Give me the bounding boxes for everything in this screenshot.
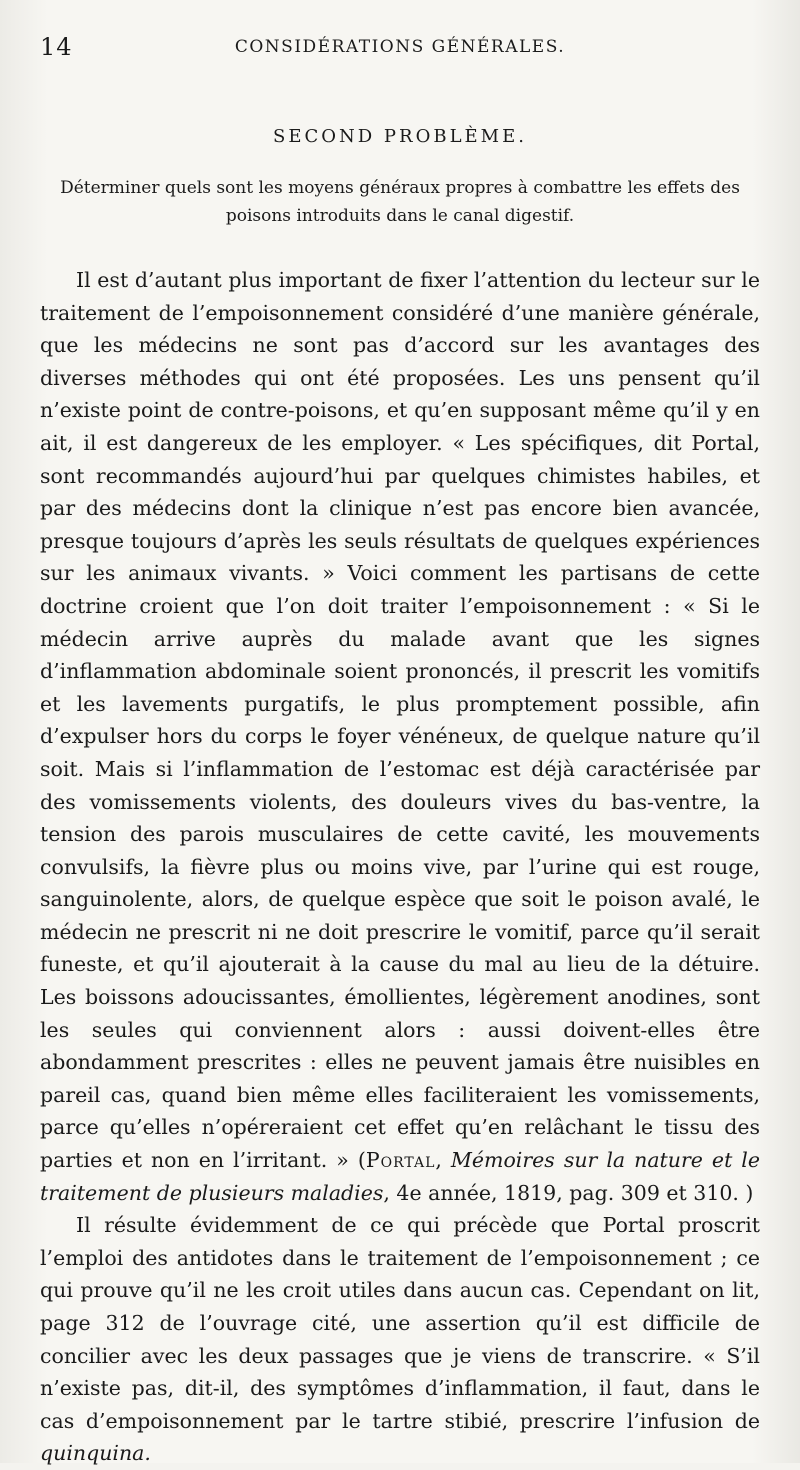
paragraph-2 [40, 1209, 760, 1470]
paragraph-2-emphasis: quinquina. [40, 1441, 151, 1466]
citation-title: Mémoires sur la nature et le traitement de plusieurs maladies [40, 1148, 760, 1205]
citation-details: , 4e année, 1819, pag. 309 et 310. ) [383, 1180, 754, 1205]
section-title: SECOND PROBLÈME. [273, 126, 527, 147]
running-head: CONSIDÉRATIONS GÉNÉRALES. [234, 37, 566, 57]
paragraph-1-text: Il est d’autant plus important de fixer l’attention du lecteur sur le traitement de l’empoisonnement considéré d’une manière générale, que les médecins ne sont pas d’accord sur les avantages des diverses méthodes qui ont été proposées. Les uns pensent qu’il n’existe point de contre-poisons, et qu’en supposant même qu’il y en ait, il est dangereux de les employer. « Les spécifiques, dit Portal, sont recommandés aujourd’hui par quelques chimistes habiles, et par des médecins dont la clinique n’est pas encore bien avancée, presque toujours d’après les seuls résultats de quelques expériences sur les animaux vivants. » Voici comment les partisans de cette doctrine croient que l’on doit traiter l’empoisonnement : « Si le médecin arrive auprès du malade avant que les signes d’inflammation abdominale soient prononcés, il prescrit les vomitifs et les lavements purgatifs, le plus promptement possible, afin d’expulser hors du corps le foyer vénéneux, de quelque nature qu’il soit. Mais si l’inflammation de l’estomac est déjà caractérisée par des vomissements violents, des douleurs vives du bas-ventre, la tension des parois musculaires de cette cavité, les mouvements convulsifs, la fièvre plus ou moins vive, par l’urine qui est rouge, sanguinolente, alors, de quelque espèce que soit le poison avalé, le médecin ne prescrit ni ne doit prescrire le vomitif, parce qu’il serait funeste, et qu’il ajouterait à la cause du mal au lieu de la détuire. Les boissons adoucissantes, émollientes, légèrement anodines, sont les seules qui conviennent alors : aussi doivent-elles être abondamment prescrites : elles ne peuvent jamais être nuisibles en pareil cas, quand bien même elles faciliteraient les vomissements, parce qu’elles n’opéreraient cet effet qu’en relâchant le tissu des parties et non en l’irritant. » ( [40, 268, 760, 1173]
page-number: 14 [40, 33, 73, 61]
body-text [40, 264, 760, 1470]
section-subtitle: Déterminer quels sont les moyens généraux propres à combattre les effets des poisons introduits dans le canal digestif. [60, 178, 740, 226]
paragraph-2-text: Il résulte évidemment de ce qui précède que Portal proscrit l’emploi des antidotes dans le traitement de l’empoisonnement ; ce qui prouve qu’il ne les croit utiles dans aucun cas. Cependant on lit, page 312 de l’ouvrage cité, une assertion qu’il est difficile de concilier avec les deux passages que je viens de transcrire. « S’il n’existe pas, dit-il, des symptômes d’inflammation, il faut, dans le cas d’empoisonnement par le tartre stibié, prescrire l’infusion de [40, 1213, 760, 1433]
paragraph-1: Il est d’autant plus important de fixer l’attention du lecteur sur le traitement de l’empoisonnement considéré d’une manière générale, que les médecins ne sont pas d’accord sur les avantages des diverses méthodes qui ont été proposées. Les uns pensent qu’il n’existe point de contre-poisons, et qu’en supposant même qu’il y en ait, il est dangereux de les employer. « Les spécifiques, dit Portal, sont recommandés aujourd’hui par quelques chimistes habiles, et par des médecins dont la clinique n’est pas encore bien avancée, presque toujours d’après les seuls résultats de quelques expériences sur les animaux vivants. » Voici comment les partisans de cette doctrine croient que l’on doit traiter l’empoisonnement : « Si le médecin arrive auprès du malade avant que les signes d’inflammation abdominale soient prononcés, il prescrit les vomitifs et les lavements purgatifs, le plus promptement possible, afin d’expulser hors du corps le foyer vénéneux, de quelque nature qu’il soit. Mais si l’inflammation de l’estomac est déjà caractérisée par des vomissements violents, des douleurs vives du bas-ventre, la tension des parois musculaires de cette cavité, les mouvements convulsifs, la fièvre plus ou moins vive, par l’urine qui est rouge, sanguinolente, alors, de quelque espèce que soit le poison avalé, le médecin ne prescrit ni ne doit prescrire le vomitif, parce qu’il serait funeste, et qu’il ajouterait à la cause du mal au lieu de la détuire. Les boissons adoucissantes, émollientes, légèrement anodines, sont les seules qui conviennent alors : aussi doivent-elles être abondamment prescrites : elles ne peuvent jamais être nuisibles en pareil cas, quand bien même elles faciliteraient les vomissements, parce qu’elles n’opéreraient cet effet qu’en relâchant le tissu des parties et non en l’irritant. » (Portal, Mémoires sur la nature et le traitement de plusieurs maladies, 4e année, 1819, pag. 309 et 310. ) [40, 268, 760, 1205]
page-header [40, 33, 760, 63]
citation-author: Portal [365, 1148, 436, 1173]
